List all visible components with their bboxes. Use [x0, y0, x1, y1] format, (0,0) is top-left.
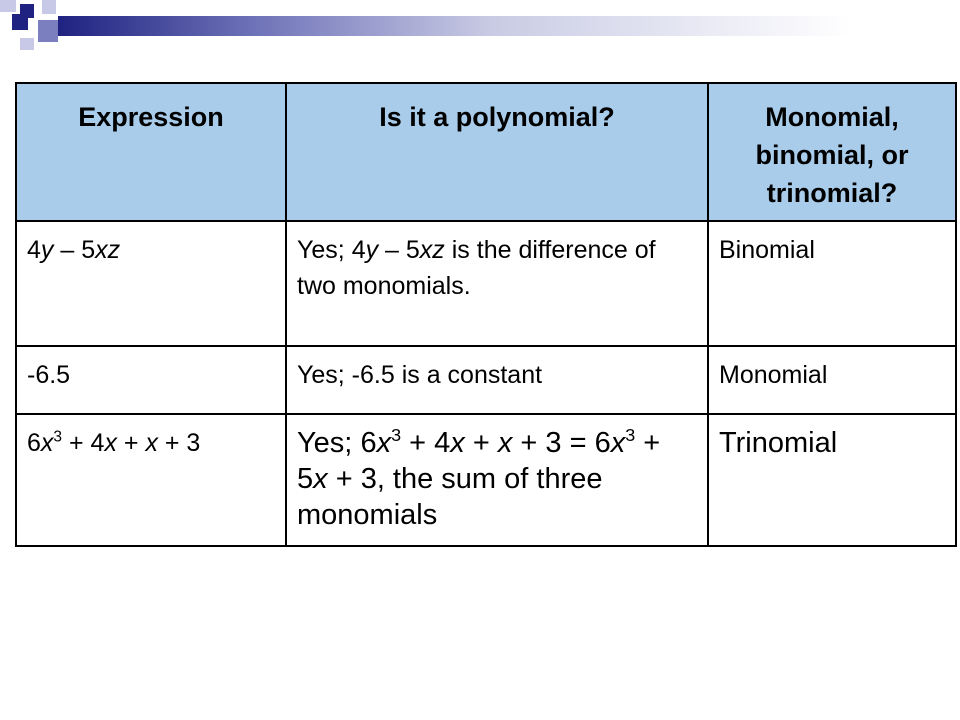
deco-square — [20, 38, 34, 50]
polynomial-cell: Yes; -6.5 is a constant — [286, 346, 708, 414]
polynomial-cell: Yes; 4y – 5xz is the difference of two monomials. — [286, 221, 708, 346]
expression-cell: 4y – 5xz — [16, 221, 286, 346]
expression-cell: -6.5 — [16, 346, 286, 414]
table-row — [16, 221, 956, 346]
header-row — [16, 83, 956, 221]
classification-cell: Monomial — [708, 346, 956, 414]
polynomial-cell: Yes; $6x^3 + 4x + x + 3 = 6x^3 + 5x + 3$, the sum of three monomials — [286, 414, 708, 546]
polynomial-table — [15, 82, 957, 547]
table-row — [16, 414, 956, 546]
classification-cell: Trinomial — [708, 414, 956, 546]
deco-square — [12, 14, 28, 30]
expression-cell: $6x^3 + 4x + x + 3$ — [16, 414, 286, 546]
classification-cell: Binomial — [708, 221, 956, 346]
deco-square — [0, 0, 16, 12]
deco-square — [42, 0, 56, 14]
deco-gradient-bar — [58, 16, 960, 36]
deco-square — [38, 20, 58, 42]
slide-decoration — [0, 0, 960, 70]
header-is-polynomial: Is it a polynomial? — [286, 83, 708, 221]
header-classification: Monomial, binomial, or trinomial? — [708, 83, 956, 221]
table-row — [16, 346, 956, 414]
header-expression: Expression — [16, 83, 286, 221]
